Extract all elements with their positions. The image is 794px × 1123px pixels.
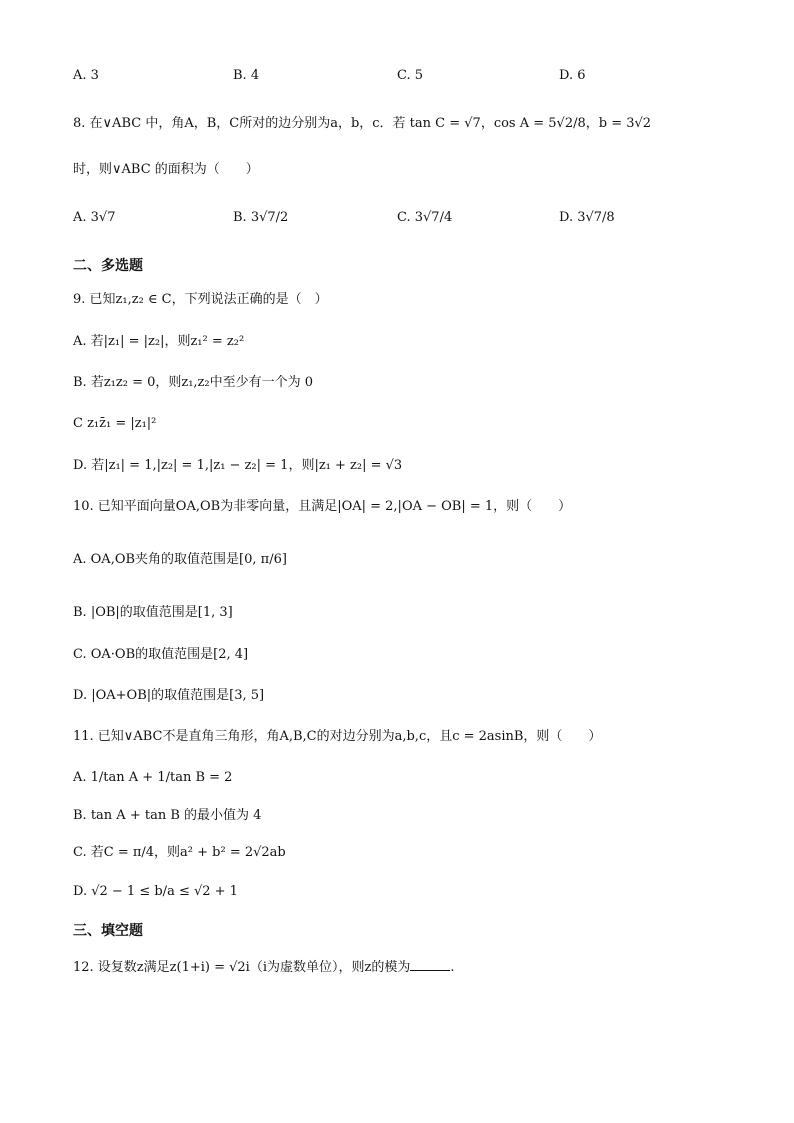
q7-options <box>73 64 753 88</box>
section-multi-choice-title: 二、多选题 <box>73 258 143 274</box>
q10-option-b[interactable]: B. |OB|的取值范围是[1, 3] <box>73 605 233 620</box>
q10-option-a[interactable]: A. OA,OB夹角的取值范围是[0, π/6] <box>73 552 287 567</box>
q8-stem-line1: 8. 在∨ABC 中，角A，B，C所对的边分别为a，b，c．若 tan C = √7，cos A = 5√2/8，b = 3√2 <box>73 116 652 131</box>
q11-option-c[interactable]: C. 若C = π/4，则a² + b² = 2√2ab <box>73 845 286 860</box>
q9-option-d[interactable]: D. 若|z₁| = 1,|z₂| = 1,|z₁ − z₂| = 1，则|z₁ + z₂| = √3 <box>73 458 403 473</box>
q11-stem: 11. 已知∨ABC不是直角三角形，角A,B,C的对边分别为a,b,c，且c = 2asinB，则（ ） <box>73 729 602 744</box>
q12-line <box>73 958 455 978</box>
q12-stem: 12. 设复数z满足z(1+i) = √2i（i为虚数单位），则z的模为 <box>73 960 411 975</box>
q8-options <box>73 206 753 230</box>
q8-option-a[interactable]: A. 3√7 <box>73 210 116 225</box>
q8-option-d[interactable]: D. 3√7/8 <box>559 210 615 225</box>
q7-option-a[interactable]: A. 3 <box>73 68 99 83</box>
q9-stem: 9. 已知z₁,z₂ ∈ C，下列说法正确的是（ ） <box>73 292 328 307</box>
q9-option-c[interactable]: C z₁z̄₁ = |z₁|² <box>73 416 157 431</box>
q11-option-d[interactable]: D. √2 − 1 ≤ b/a ≤ √2 + 1 <box>73 884 238 899</box>
q11-option-a[interactable]: A. 1/tan A + 1/tan B = 2 <box>73 770 233 785</box>
q8-option-c[interactable]: C. 3√7/4 <box>397 210 453 225</box>
q10-stem: 10. 已知平面向量OA,OB为非零向量，且满足|OA| = 2,|OA − OB| = 1，则（ ） <box>73 499 572 514</box>
q12-answer-blank[interactable] <box>410 958 450 971</box>
q8-stem-line2: 时，则∨ABC 的面积为（ ） <box>73 162 259 177</box>
q8-option-b[interactable]: B. 3√7/2 <box>233 210 289 225</box>
q7-option-b[interactable]: B. 4 <box>233 68 260 83</box>
q10-option-d[interactable]: D. |OA+OB|的取值范围是[3, 5] <box>73 688 265 703</box>
section-fill-blank-title: 三、填空题 <box>73 923 143 939</box>
q10-option-c[interactable]: C. OA·OB的取值范围是[2, 4] <box>73 647 249 662</box>
q7-option-d[interactable]: D. 6 <box>559 68 586 83</box>
q11-option-b[interactable]: B. tan A + tan B 的最小值为 4 <box>73 808 262 823</box>
q9-option-b[interactable]: B. 若z₁z₂ = 0，则z₁,z₂中至少有一个为 0 <box>73 375 314 390</box>
q7-option-c[interactable]: C. 5 <box>397 68 424 83</box>
q12-end-punct: . <box>450 960 455 975</box>
q9-option-a[interactable]: A. 若|z₁| = |z₂|，则z₁² = z₂² <box>73 334 245 349</box>
